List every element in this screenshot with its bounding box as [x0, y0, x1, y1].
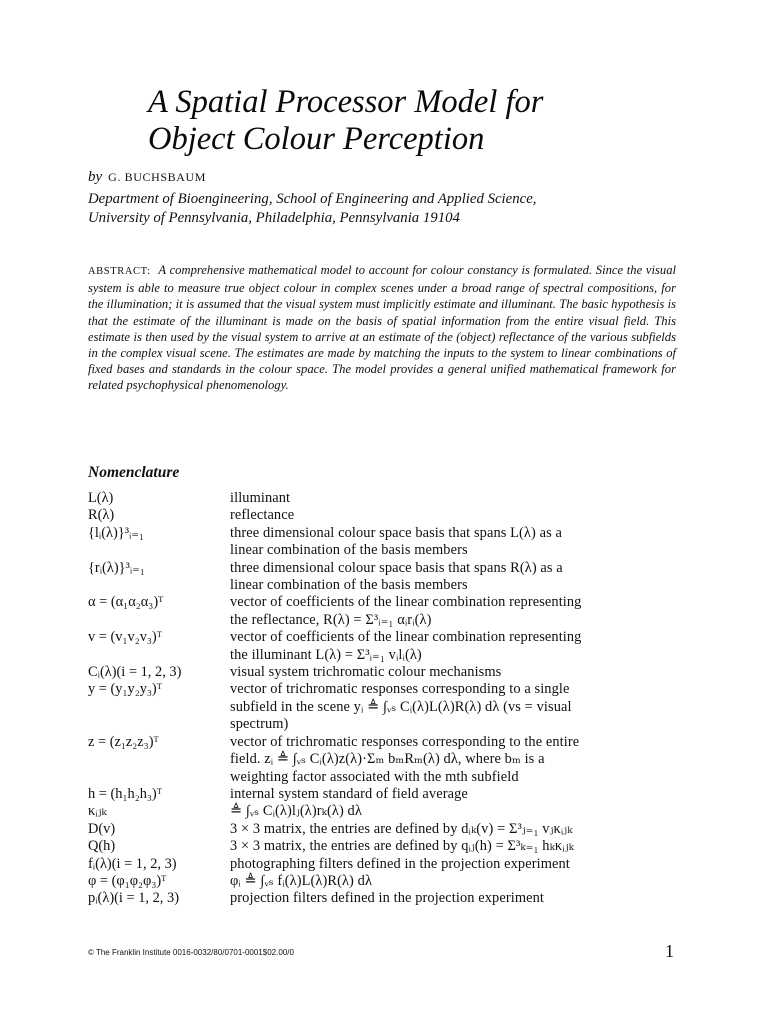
- definition-line: 3 × 3 matrix, the entries are defined by qᵢⱼ(h) = Σ³ₖ₌₁ hₖκᵢⱼₖ: [230, 838, 574, 855]
- nomenclature-symbol: D(v): [88, 820, 116, 837]
- nomenclature-definition: [230, 734, 676, 786]
- nomenclature-definition: [230, 594, 676, 629]
- nomenclature-definition: [230, 507, 676, 524]
- nomenclature-symbol: α = (α₁α₂α₃)ᵀ: [88, 594, 164, 611]
- nomenclature-row: [88, 507, 688, 524]
- nomenclature-row: [88, 786, 688, 803]
- nomenclature-symbol: R(λ): [88, 507, 115, 524]
- nomenclature-symbol: φ = (φ₁φ₂φ₃)ᵀ: [88, 872, 167, 889]
- nomenclature-row: [88, 664, 688, 681]
- definition-line: reflectance: [230, 507, 295, 524]
- nomenclature-definition: [230, 664, 676, 681]
- nomenclature-row: [88, 803, 688, 820]
- abstract: [88, 262, 676, 394]
- nomenclature-row: [88, 525, 688, 560]
- nomenclature-symbol: Q(h): [88, 838, 116, 855]
- nomenclature-definition: [230, 681, 676, 733]
- definition-line: projection filters defined in the projection experiment: [230, 890, 544, 907]
- nomenclature-definition: [230, 629, 676, 664]
- title-line-1: A Spatial Processor Model for: [148, 84, 544, 120]
- definition-line: weighting factor associated with the mth subfield: [230, 768, 519, 785]
- definition-line: vector of trichromatic responses corresponding to a single: [230, 681, 570, 698]
- definition-line: vector of trichromatic responses corresponding to the entire: [230, 733, 580, 750]
- nomenclature-definition: [230, 873, 676, 890]
- nomenclature-row: [88, 838, 688, 855]
- abstract-label: ABSTRACT:: [88, 266, 151, 277]
- nomenclature-definition: [230, 821, 676, 838]
- definition-line: subfield in the scene yᵢ ≜ ∫ᵥₛ Cᵢ(λ)L(λ)R(λ) dλ (vs = visual: [230, 698, 572, 715]
- definition-line: visual system trichromatic colour mechanisms: [230, 664, 502, 681]
- nomenclature-symbol: {rᵢ(λ)}³ᵢ₌₁: [88, 559, 145, 576]
- nomenclature-definition: [230, 560, 676, 595]
- nomenclature-symbol: {lᵢ(λ)}³ᵢ₌₁: [88, 524, 145, 541]
- definition-line: the reflectance, R(λ) = Σ³ᵢ₌₁ αᵢrᵢ(λ): [230, 611, 432, 628]
- copyright-footer: © The Franklin Institute 0016-0032/80/0701-0001$02.00/0: [88, 948, 294, 957]
- nomenclature-heading: Nomenclature: [88, 464, 180, 481]
- nomenclature-definition: [230, 856, 676, 873]
- definition-line: the illuminant L(λ) = Σ³ᵢ₌₁ vᵢlᵢ(λ): [230, 646, 422, 663]
- nomenclature-definition: [230, 803, 676, 820]
- nomenclature-row: [88, 873, 688, 890]
- nomenclature-row: [88, 681, 688, 733]
- definition-line: φᵢ ≜ ∫ᵥₛ fᵢ(λ)L(λ)R(λ) dλ: [230, 872, 373, 889]
- nomenclature-definition: [230, 838, 676, 855]
- definition-line: photographing filters defined in the projection experiment: [230, 855, 570, 872]
- nomenclature-row: [88, 629, 688, 664]
- affiliation-line-2: University of Pennsylvania, Philadelphia, Pennsylvania 19104: [88, 210, 460, 226]
- abstract-text: A comprehensive mathematical model to account for colour constancy is formulated. Since the visual system is able to measure true object colour in complex scenes under a broad range of spectral compositions, for the illumination; it is assumed that the visual system must implicitly estimate and illuminant. The basic hypothesis is that the estimate of the illuminant is made on the basis of spatial information from the entire visual field. This estimate is then used by the visual system to arrive at an estimate of the (object) reflectance of the various subfields in the complex visual scene. The estimates are made by matching the inputs to the system to linear combinations of fixed bases and standards in the colour space. The model provides a general unified mathematical framework for related psychophysical phenomenology.: [88, 263, 676, 393]
- nomenclature-row: [88, 734, 688, 786]
- definition-line: field. zᵢ ≜ ∫ᵥₛ Cᵢ(λ)z(λ)·Σₘ bₘRₘ(λ) dλ, where bₘ is a: [230, 751, 545, 768]
- definition-line: linear combination of the basis members: [230, 577, 468, 594]
- nomenclature-definition: [230, 890, 676, 907]
- nomenclature-symbol: κᵢⱼₖ: [88, 803, 107, 820]
- nomenclature-symbol: y = (y₁y₂y₃)ᵀ: [88, 681, 162, 698]
- nomenclature-row: [88, 856, 688, 873]
- nomenclature-row: [88, 560, 688, 595]
- nomenclature-definition: [230, 786, 676, 803]
- paper-title: [148, 84, 708, 158]
- author-name: G. BUCHSBAUM: [108, 170, 207, 184]
- nomenclature-definition: [230, 490, 676, 507]
- title-line-2: Object Colour Perception: [148, 121, 485, 157]
- nomenclature-symbol: pᵢ(λ)(i = 1, 2, 3): [88, 890, 179, 907]
- by-word: by: [88, 169, 103, 185]
- definition-line: ≜ ∫ᵥₛ Cᵢ(λ)lⱼ(λ)rₖ(λ) dλ: [230, 803, 362, 820]
- definition-line: vector of coefficients of the linear combination representing: [230, 594, 582, 611]
- definition-line: three dimensional colour space basis that spans L(λ) as a: [230, 524, 562, 541]
- page-number: 1: [665, 941, 674, 961]
- nomenclature-symbol: L(λ): [88, 490, 114, 506]
- nomenclature-symbol: h = (h₁h₂h₃)ᵀ: [88, 785, 162, 802]
- definition-line: spectrum): [230, 716, 289, 733]
- nomenclature-symbol: fᵢ(λ)(i = 1, 2, 3): [88, 855, 177, 872]
- nomenclature-row: [88, 821, 688, 838]
- definition-line: vector of coefficients of the linear combination representing: [230, 629, 582, 646]
- nomenclature-row: [88, 890, 688, 907]
- definition-line: linear combination of the basis members: [230, 542, 468, 559]
- affiliation-line-1: Department of Bioengineering, School of Engineering and Applied Science,: [88, 191, 537, 207]
- nomenclature-row: [88, 594, 688, 629]
- nomenclature-symbol: z = (z₁z₂z₃)ᵀ: [88, 733, 159, 750]
- nomenclature-symbol: v = (v₁v₂v₃)ᵀ: [88, 629, 162, 646]
- affiliation: [88, 190, 688, 228]
- nomenclature-row: [88, 490, 688, 507]
- definition-line: illuminant: [230, 490, 291, 506]
- nomenclature-list: [88, 490, 688, 908]
- definition-line: three dimensional colour space basis that spans R(λ) as a: [230, 559, 563, 576]
- nomenclature-definition: [230, 525, 676, 560]
- nomenclature-symbol: Cᵢ(λ)(i = 1, 2, 3): [88, 664, 182, 681]
- definition-line: internal system standard of field average: [230, 785, 468, 802]
- byline: [88, 168, 206, 186]
- definition-line: 3 × 3 matrix, the entries are defined by dᵢₖ(v) = Σ³ⱼ₌₁ vⱼκᵢⱼₖ: [230, 820, 573, 837]
